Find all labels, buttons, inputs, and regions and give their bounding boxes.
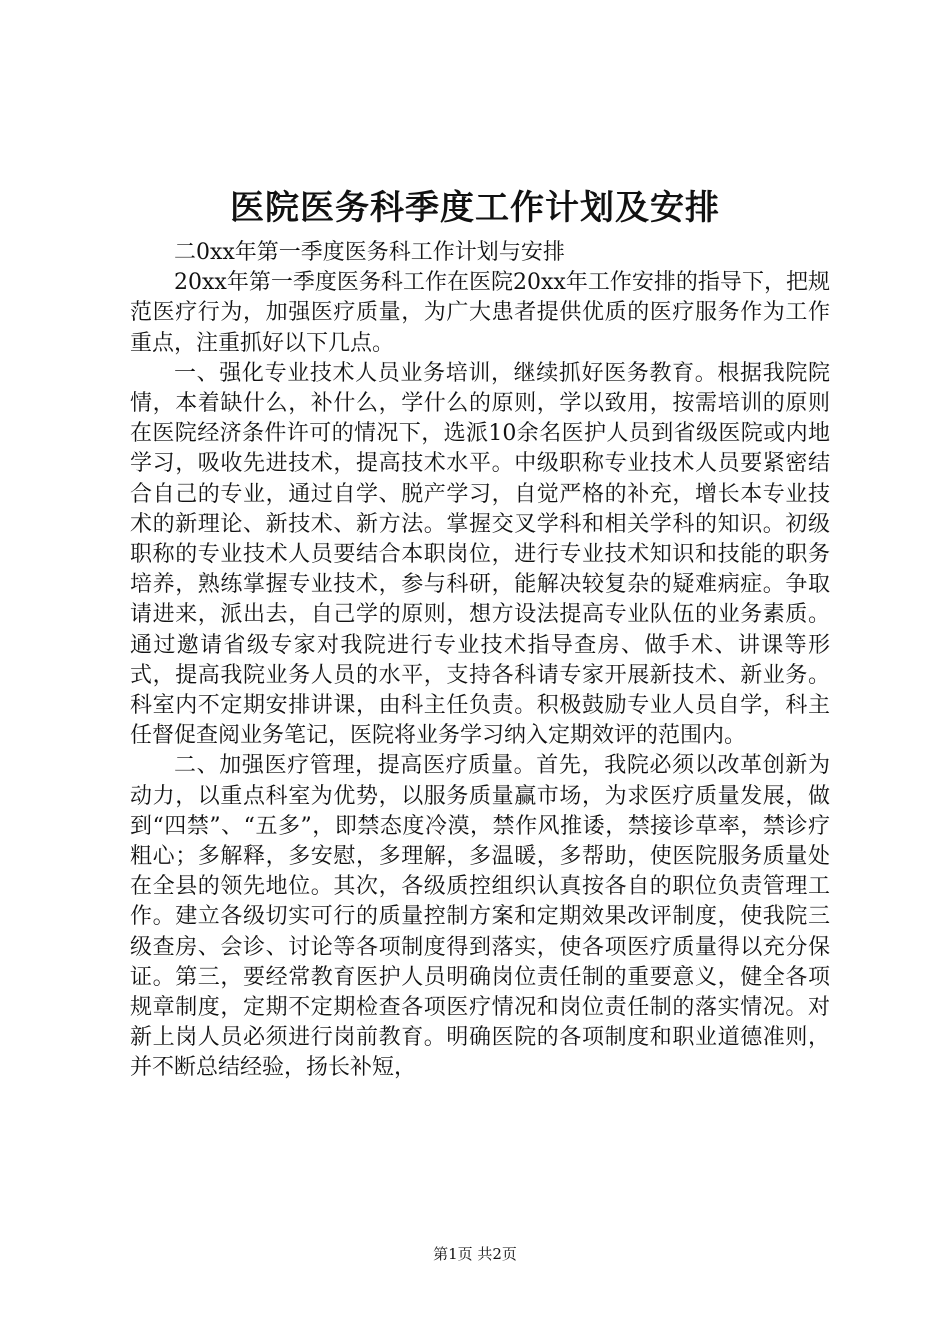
section-two-paragraph: 二、加强医疗管理，提高医疗质量。首先，我院必须以改革创新为动力，以重点科室为优势，以服务质量赢市场，为求医疗质量发展，做到“四禁”、“五多”，即禁态度冷漠，禁作风推诿，禁接诊草率，禁诊疗粗心；多解释，多安慰，多理解，多温暖，多帮助，使医院服务质量处在全县的领先地位。其次，各级质控组织认真按各自的职位负责管理工作。建立各级切实可行的质量控制方案和定期效果改评制度，使我院三级查房、会诊、讨论等各项制度得到落实，使各项医疗质量得以充分保证。第三，要经常教育医护人员明确岗位责任制的重要意义，健全各项规章制度，定期不定期检查各项医疗情况和岗位责任制的落实情况。对新上岗人员必须进行岗前教育。明确医院的各项制度和职业道德准则，并不断总结经验，扬长补短， (130, 753, 830, 1081)
subtitle-paragraph: 二0xx年第一季度医务科工作计划与安排 (174, 240, 565, 265)
page-footer: 第1页 共2页 (433, 1245, 517, 1263)
document-title: 医院医务科季度工作计划及安排 (230, 188, 720, 228)
intro-paragraph: 20xx年第一季度医务科工作在医院20xx年工作安排的指导下，把规范医疗行为，加强医疗质量，为广大患者提供优质的医疗服务作为工作重点，注重抓好以下几点。 (130, 270, 830, 356)
section-one-paragraph: 一、强化专业技术人员业务培训，继续抓好医务教育。根据我院院情，本着缺什么，补什么，学什么的原则，学以致用，按需培训的原则在医院经济条件许可的情况下，选派10余名医护人员到省级医院或内地学习，吸收先进技术，提高技术水平。中级职称专业技术人员要紧密结合自己的专业，通过自学、脱产学习，自觉严格的补充，增长本专业技术的新理论、新技术、新方法。掌握交叉学科和相关学科的知识。初级职称的专业技术人员要结合本职岗位，进行专业技术知识和技能的职务培养，熟练掌握专业技术，参与科研，能解决较复杂的疑难病症。争取请进来，派出去，自己学的原则，想方设法提高专业队伍的业务素质。通过邀请省级专家对我院进行专业技术指导查房、做手术、讲课等形式，提高我院业务人员的水平，支持各科请专家开展新技术、新业务。科室内不定期安排讲课，由科主任负责。积极鼓励专业人员自学，科主任督促查阅业务笔记，医院将业务学习纳入定期效评的范围内。 (130, 360, 830, 749)
document-body (130, 238, 830, 1084)
